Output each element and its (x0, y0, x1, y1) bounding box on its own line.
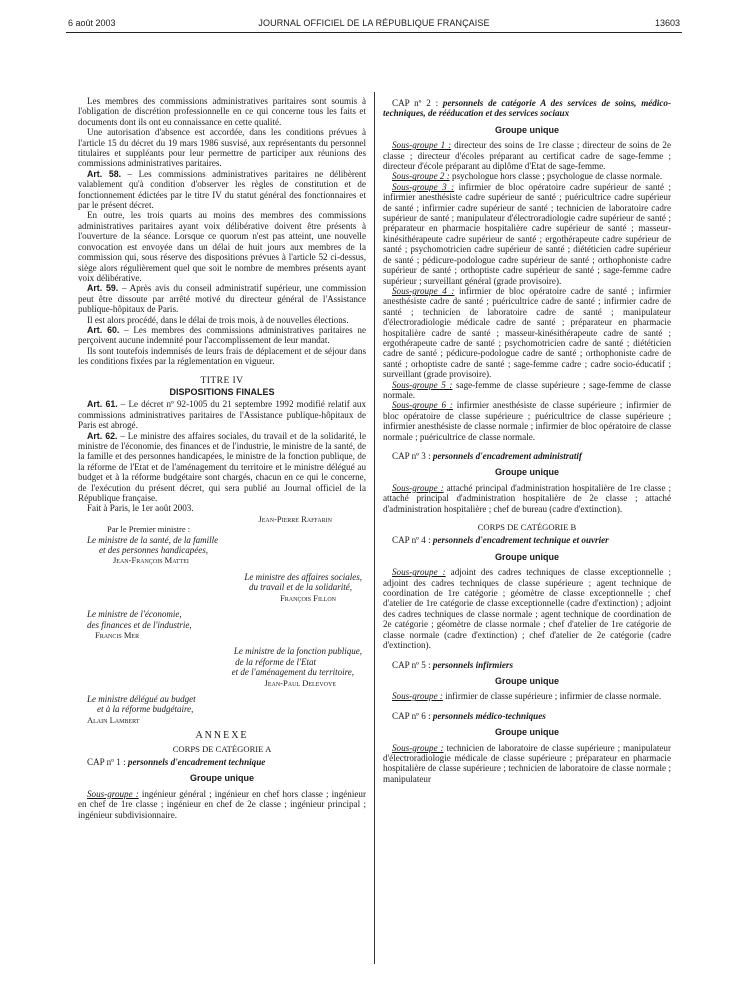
minister-title: Le ministre des affaires sociales, (244, 571, 362, 582)
cap-5-body (383, 691, 671, 701)
cap-number: CAP nº 4 : (392, 535, 433, 546)
sous-groupe-5 (383, 380, 671, 401)
sous-groupe-4 (383, 286, 671, 380)
cap-4-heading (383, 535, 671, 545)
cap-number: CAP nº 2 : (392, 98, 443, 108)
cap-2-heading (383, 98, 671, 119)
groupe-unique: Groupe unique (495, 467, 559, 478)
groupe-unique: Groupe unique (495, 675, 559, 686)
header-date: 6 août 2003 (68, 18, 116, 28)
sous-groupe-label: Sous-groupe 4 : (392, 285, 455, 296)
paragraph: Il est alors procédé, dans le délai de trois mois, à de nouvelles élections. (87, 314, 349, 325)
sous-groupe-label: Sous-groupe : (392, 482, 444, 493)
sous-groupe-3 (383, 182, 671, 286)
cap-number: CAP nº 5 : (392, 659, 433, 670)
sous-groupe-text: directeur des soins de 1re classe ; directeur de soins de 2e classe ; directeur d'écoles préparant au certificat cadre de sage-femme ; directeur d'école préparant au diplôme d'Etat de sage-femme. (383, 140, 671, 172)
signature-lambert: Alain Lambert (87, 714, 140, 725)
corps-b-heading: CORPS DE CATÉGORIE B (477, 522, 577, 533)
sous-groupe-1 (383, 140, 671, 171)
article-label: Art. 58. (87, 168, 122, 179)
article-label: Art. 60. (87, 324, 120, 335)
sous-groupe-label: Sous-groupe 1 : (392, 140, 452, 151)
sous-groupe-label: Sous-groupe 3 : (392, 181, 455, 192)
cap-title: personnels d'encadrement administratif (432, 451, 582, 461)
sous-groupe-text: infirmier de bloc opératoire cadre de santé ; infirmier anesthésiste cadre de santé ; puéricultrice cadre de santé ; infirmier cadre de santé ; technicien de laboratoire cadre de santé ; manipulateur d'électroradiologie médicale cadre de santé ; préparateur en pharmacie hospitalière cadre de santé ; masseur-kinésithérapeute cadre de santé ; ergothérapeute cadre de santé ; psychomotricien cadre de santé ; diététicien cadre de santé ; pédicure-podologue cadre de santé ; orthophoniste cadre de santé ; orhoptiste cadre de santé ; sage-femme cadre ; cadre socio-éducatif ; surveillant (grade provisoire). (383, 285, 671, 380)
dispositions-heading: DISPOSITIONS FINALES (169, 386, 275, 397)
sous-groupe-label: Sous-groupe 5 : (392, 379, 453, 390)
minister-title: Le ministre de l'économie, (87, 609, 182, 620)
minister-title: Le ministre délégué au budget (87, 693, 196, 704)
cap-6-heading (383, 711, 671, 721)
cap-6-body (383, 743, 671, 785)
article-text: – Le ministre des affaires sociales, du travail et de la solidarité, le ministre de l'économie, des finances et de l'industrie, le ministre de la santé, de la famille et des personnes handicapées, le ministre de la fonction publique, de la réforme de l'Etat et de l'aménagement du territoire et le ministre délégué au budget et à la réforme budgétaire sont chargés, chacun en ce qui le concerne, de l'exécution du présent décret, qui sera publié au Journal officiel de la République française. (78, 430, 366, 504)
article-61 (78, 399, 366, 430)
article-label: Art. 61. (87, 399, 118, 410)
article-text: – Après avis du conseil administratif supérieur, une commission peut être dissoute par arrêté motivé du directeur général de l'Assistance publique-hôpitaux de Paris. (78, 283, 366, 315)
signature-mattei: Jean-François Mattei (113, 555, 189, 566)
minister-title: du travail et de la solidarité, (249, 582, 352, 593)
signature-delevoye: Jean-Paul Delevoye (264, 677, 336, 688)
paragraph: En outre, les trois quarts au moins des membres des commissions administratives paritaires ayant voix délibérative doivent être présents à l'ouverture de la séance. Lorsque ce quorum n'est pas atteint, une nouvelle convocation est envoyée dans un délai de huit jours aux membres de la commission qui, sous réserve des dispositions prévues à l'article 52 ci-dessus, siège alors régulièrement quel que soit le nombre de membres présents ayant voix délibérative. (78, 210, 366, 283)
right-column (383, 98, 671, 784)
cap-number: CAP nº 6 : (392, 710, 433, 721)
article-label: Art. 62. (87, 430, 118, 441)
header-rule (66, 32, 682, 33)
sous-groupe-text: sage-femme de classe supérieure ; sage-femme de classe normale. (383, 379, 672, 400)
sous-groupe-label: Sous-groupe : (87, 788, 139, 799)
cap-5-heading (383, 660, 671, 670)
cap-title: personnels d'encadrement technique et ouvrier (432, 535, 609, 546)
minister-title: de la réforme de l'Etat (235, 656, 316, 667)
sous-groupe-text: infirmier de classe supérieure ; infirmier de classe normale. (442, 691, 662, 702)
cap-number: CAP nº 1 : (87, 756, 128, 767)
sous-groupe-2 (383, 171, 671, 181)
fait-a-paris: Fait à Paris, le 1er août 2003. (87, 503, 194, 514)
header-journal-title: JOURNAL OFFICIEL DE LA RÉPUBLIQUE FRANÇAISE (258, 18, 490, 28)
article-label: Art. 59. (87, 283, 119, 294)
cap-title: personnels de catégorie A des services de soins, médico-techniques, de rééducation et des services sociaux (383, 98, 671, 119)
sous-groupe-text: technicien de laboratoire de classe supérieure ; manipulateur d'électroradiologie médicale de classe supérieure ; préparateur en pharmacie hospitalière de classe supérieure ; technicien de laboratoire de classe normale ; manipulateur (383, 742, 671, 784)
paragraph: Les membres des commissions administratives paritaires sont soumis à l'obligation de discrétion professionnelle en ce qui concerne tous les faits et documents dont ils ont eu connaissance en cette qualité. (78, 96, 366, 127)
sous-groupe-label: Sous-groupe : (392, 742, 444, 753)
paragraph: Une autorisation d'absence est accordée, dans les conditions prévues à l'article 15 du décret du 19 mars 1986 susvisé, aux représentants du personnel titulaires et suppléants pour leur permettre de participer aux réunions des commissions administratives paritaires. (78, 127, 366, 169)
sous-groupe-text: ingénieur général ; ingénieur en chef hors classe ; ingénieur en chef de 1re classe ; ingénieur en chef de 2e classe ; ingénieur principal ; ingénieur subdivisionnaire. (78, 788, 366, 820)
left-column (78, 96, 366, 820)
corps-a-heading: CORPS DE CATÉGORIE A (172, 743, 272, 754)
article-59 (78, 283, 366, 314)
article-60 (78, 325, 366, 346)
sous-groupe-text: attaché principal d'administration hospitalière de 1re classe ; attaché principal d'administration hospitalière de 2e classe ; attaché d'administration hospitalière ; chef de bureau (cadre d'extinction). (383, 482, 671, 514)
article-58 (78, 169, 366, 211)
article-text: – Les commissions administratives paritaires ne délibèrent valablement qu'à condition d'observer les règles de constitution et de fonctionnement édictées par le titre IV du statut général des fonctionnaires et par le présent décret. (78, 168, 366, 211)
cap-title: personnels médico-techniques (432, 710, 546, 721)
signature-mer: Francis Mer (95, 629, 140, 640)
cap-number: CAP nº 3 : (392, 451, 433, 461)
signature-pm: Jean-Pierre Raffarin (258, 513, 332, 524)
cap-title: personnels d'encadrement technique (127, 756, 266, 767)
cap-3-heading (383, 451, 671, 461)
article-text: – Le décret nº 92-1005 du 21 septembre 1992 modifié relatif aux commissions administratives paritaires de l'Assistance publique-hôpitaux de Paris est abrogé. (78, 399, 366, 431)
minister-title: des finances et de l'industrie, (87, 619, 192, 630)
titre-heading: TITRE IV (200, 374, 244, 386)
minister-title: Le ministre de la fonction publique, (233, 646, 362, 657)
minister-title: et de l'aménagement du territoire, (231, 667, 354, 678)
sous-groupe-text: psychologue hors classe ; psychologue de classe normale. (449, 171, 663, 182)
cap-1-body (78, 789, 366, 820)
sous-groupe-6 (383, 400, 671, 442)
cap-4-body (383, 567, 671, 650)
sous-groupe-label: Sous-groupe 6 : (392, 400, 453, 411)
sous-groupe-text: infirmier de bloc opératoire cadre supérieur de santé ; infirmier anesthésiste cadre supérieur de santé ; puéricultrice cadre supérieur de santé ; infirmier cadre supérieur de santé ; technicien de laboratoire cadre supérieur de santé ; manipulateur d'électroradiologie cadre supérieur de santé ; préparateur en pharmacie hospitalière cadre supérieur de santé ; masseur-kinésithérapeute cadre supérieur de santé ; ergothérapeute cadre supérieur de santé ; psychomotricien cadre supérieur de santé ; diététicien cadre supérieur de santé ; pédicure-podologue cadre supérieur de santé ; orthophoniste cadre supérieur de santé ; orthoptiste cadre supérieur de santé ; sage-femme cadre supérieur ; surveillant général (grade provisoire). (383, 181, 671, 286)
paragraph: Ils sont toutefois indemnisés de leurs frais de déplacement et de séjour dans les conditions fixées par la réglementation en vigueur. (78, 345, 366, 367)
minister-title: et des personnes handicapées, (99, 545, 208, 556)
sous-groupe-label: Sous-groupe : (392, 567, 446, 578)
annexe-heading: ANNEXE (195, 730, 249, 742)
header-page-number: 13603 (654, 18, 680, 28)
groupe-unique: Groupe unique (495, 551, 559, 562)
article-62 (78, 431, 366, 504)
signature-fillon: François Fillon (280, 592, 336, 603)
sous-groupe-text: infirmier anesthésiste de classe supérieure ; infirmier de bloc opératoire de classe supérieure ; puéricultrice de classe supérieure ; infirmier anesthésiste de classe normale ; infirmier de bloc opératoire de classe normale ; puéricultrice de classe normale. (383, 400, 671, 442)
cap-1-heading (78, 757, 366, 767)
groupe-unique: Groupe unique (495, 727, 559, 738)
sous-groupe-label: Sous-groupe 2 : (392, 171, 450, 182)
article-text: – Les membres des commissions administratives paritaires ne perçoivent aucune indemnité pour l'accomplissement de leur mandat. (78, 324, 366, 346)
cap-title: personnels infirmiers (432, 659, 513, 670)
cap-3-body (383, 483, 671, 514)
page-header (68, 14, 680, 32)
sous-groupe-text: adjoint des cadres techniques de classe exceptionnelle ; adjoint des cadres techniques de classe supérieure ; agent technique de coordination de 1re catégorie ; géomètre de classe exceptionnelle ; chef d'atelier de 1re catégorie de classe exceptionnelle (cadre d'extinction) ; adjoint des cadres techniques de classe normale ; agent technique de coordination de 2e catégorie ; géomètre de classe normale ; chef d'atelier de 1re catégorie de classe normale (cadre d'extinction) ; chef d'atelier de 2e catégorie (cadre d'extinction). (383, 567, 671, 651)
minister-title: Le ministre de la santé, de la famille (87, 534, 219, 545)
par-premier-ministre: Par le Premier ministre : (107, 524, 191, 535)
groupe-unique: Groupe unique (190, 773, 254, 784)
sous-groupe-label: Sous-groupe : (392, 691, 443, 702)
column-divider (374, 92, 375, 964)
groupe-unique: Groupe unique (495, 124, 559, 135)
minister-title: et à la réforme budgétaire, (97, 704, 194, 715)
